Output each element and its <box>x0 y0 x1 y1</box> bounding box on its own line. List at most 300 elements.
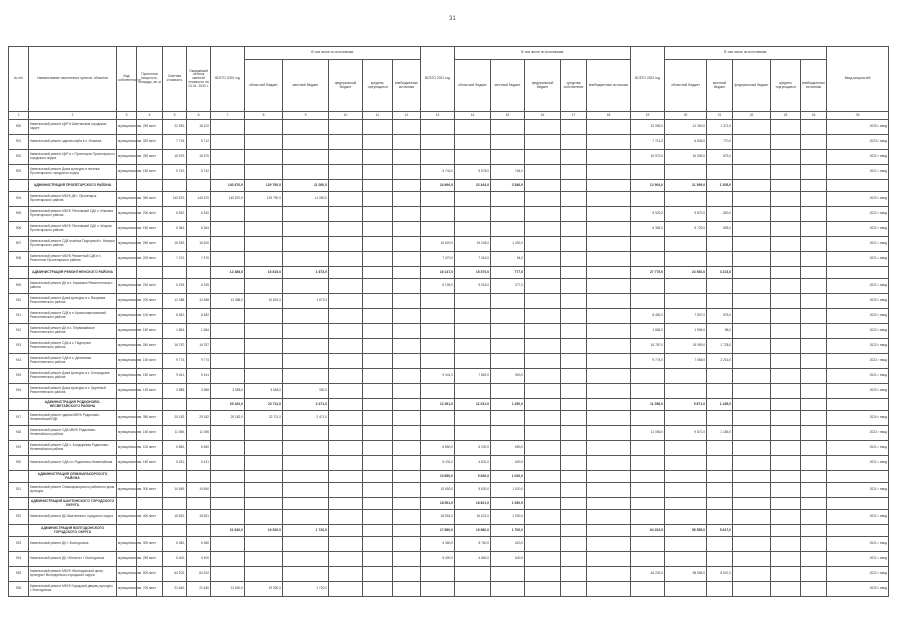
cell-cost: 7 715, <box>163 135 187 150</box>
cell-regional-2021: 5 918,0 <box>455 279 491 294</box>
header-name: Наименование населенных пунктов, объектов <box>29 47 117 112</box>
cell-own-2021 <box>561 192 587 207</box>
cell-local-2022: 770,0 <box>707 135 733 150</box>
cell-total-2022 <box>631 441 665 456</box>
cell-local-2022 <box>707 582 733 597</box>
cell-no <box>9 471 29 483</box>
cell-local-2020 <box>283 339 329 354</box>
cell-commissioning <box>827 525 889 537</box>
cell-federal-2020 <box>329 510 363 525</box>
section-row <box>9 267 889 279</box>
cell-regional-2022: 9 871,0 <box>665 399 707 411</box>
cell-capacity: 350 мест <box>137 192 163 207</box>
cell-extra-2021 <box>587 582 631 597</box>
cell-balance: 6 195 <box>187 279 211 294</box>
cell-local-2021: 2 546,0 <box>491 180 525 192</box>
cell-federal-2022 <box>733 120 771 135</box>
cell-credits-2020 <box>363 552 393 567</box>
cell-credits-2020 <box>363 411 393 426</box>
cell-extra-2020 <box>393 525 421 537</box>
cell-total-2022: 8 482,0 <box>631 309 665 324</box>
header-total-2021: ВСЕГО 2021 год <box>421 47 455 112</box>
column-number: 4 <box>137 112 163 120</box>
cell-extra-2022 <box>801 582 827 597</box>
cell-empty <box>163 525 187 537</box>
cell-total-2022 <box>631 510 665 525</box>
cell-object-name: Капитальный ремонт МБУК Городской дворец культуры г. Волгодонска <box>29 582 117 597</box>
cell-local-2022 <box>707 192 733 207</box>
header-local-2022: местный бюджет <box>707 60 733 112</box>
cell-extra-2022 <box>801 552 827 567</box>
table-row <box>9 252 889 267</box>
cell-balance: 64 202 <box>187 567 211 582</box>
cell-capacity: 220 мест <box>137 279 163 294</box>
cell-extra-2020 <box>393 510 421 525</box>
cell-own-2021 <box>561 525 587 537</box>
table-row <box>9 237 889 252</box>
cell-balance: 25 182 <box>187 411 211 426</box>
cell-total-2020 <box>211 324 245 339</box>
cell-extra-2020 <box>393 354 421 369</box>
cell-total-2020: 25 182,0 <box>211 411 245 426</box>
cell-extra-2020 <box>393 222 421 237</box>
cell-federal-2020 <box>329 411 363 426</box>
cell-local-2021 <box>491 339 525 354</box>
cell-extra-2021 <box>587 354 631 369</box>
table-row <box>9 294 889 309</box>
cell-federal-2021 <box>525 411 561 426</box>
cell-local-2021: 764,0 <box>491 165 525 180</box>
cell-local-2022: 1 305,0 <box>707 180 733 192</box>
cell-extra-2021 <box>587 411 631 426</box>
cell-balance: 10 650 <box>187 483 211 498</box>
cell-regional-2021 <box>455 354 491 369</box>
section-title: АДМИНИСТРАЦИЯ РОДИОНОВО-НЕСВЕТАЙСКОГО РАЙОНА <box>29 399 117 411</box>
cell-kind: муниципальная <box>117 294 137 309</box>
cell-object-name: Капитальный ремонт СДК в п. Краснопартизанский Ремонтненского района <box>29 309 117 324</box>
cell-credits-2020 <box>363 369 393 384</box>
cell-object-name: Капитальный ремонт Дома культуры в х. Кручёный Ремонтненского района <box>29 384 117 399</box>
cell-federal-2021 <box>525 309 561 324</box>
cell-local-2022: 1 185,0 <box>707 399 733 411</box>
cell-object-name: Капитальный ремонт ДК в с. Первомайское Ремонтненского района <box>29 324 117 339</box>
cell-capacity: 150 мест <box>137 222 163 237</box>
cell-regional-2022: 7 558,0 <box>665 354 707 369</box>
cell-local-2020 <box>283 309 329 324</box>
cell-federal-2020 <box>329 180 363 192</box>
cell-total-2021 <box>421 339 455 354</box>
cell-federal-2022 <box>733 267 771 279</box>
column-number: 9 <box>283 112 329 120</box>
cell-total-2021: 5 431,0 <box>421 456 455 471</box>
cell-federal-2022 <box>733 150 771 165</box>
cell-credits-2020 <box>363 324 393 339</box>
cell-extra-2020 <box>393 135 421 150</box>
cell-federal-2021 <box>525 369 561 384</box>
table-row <box>9 309 889 324</box>
cell-regional-2021 <box>455 411 491 426</box>
cell-extra-2021 <box>587 537 631 552</box>
cell-federal-2021 <box>525 207 561 222</box>
cell-regional-2020 <box>245 456 283 471</box>
cell-extra-2022 <box>801 384 827 399</box>
cell-local-2020: 2 471,0 <box>283 399 329 411</box>
cell-regional-2020 <box>245 471 283 483</box>
cell-commissioning: 2021 г. ввод <box>827 369 889 384</box>
section-row <box>9 525 889 537</box>
cell-local-2021 <box>491 324 525 339</box>
cell-total-2020 <box>211 339 245 354</box>
cell-capacity: 320 мест <box>137 135 163 150</box>
cell-extra-2020 <box>393 441 421 456</box>
cell-extra-2021 <box>587 165 631 180</box>
cell-commissioning <box>827 399 889 411</box>
cell-local-2021: 650,0 <box>491 441 525 456</box>
cell-extra-2022 <box>801 411 827 426</box>
cell-federal-2020 <box>329 222 363 237</box>
cell-credits-2020 <box>363 537 393 552</box>
cell-extra-2022 <box>801 180 827 192</box>
cell-own-2021 <box>561 399 587 411</box>
cell-kind: муниципальная <box>117 324 137 339</box>
cell-regional-2022: 6 845,0 <box>665 135 707 150</box>
cell-cost: 64 202, <box>163 567 187 582</box>
cell-federal-2022 <box>733 192 771 207</box>
cell-credits-2020 <box>363 525 393 537</box>
cell-extra-2021 <box>587 483 631 498</box>
cell-regional-2020: 129 790,0 <box>245 180 283 192</box>
cell-federal-2020 <box>329 369 363 384</box>
cell-regional-2021: 16 621,0 <box>455 498 491 510</box>
cell-local-2020 <box>283 426 329 441</box>
cell-local-2022 <box>707 279 733 294</box>
cell-no: 901 <box>9 135 29 150</box>
table-body <box>9 120 889 597</box>
cell-balance: 6 380 <box>187 537 211 552</box>
cell-local-2021: 540,0 <box>491 552 525 567</box>
cell-no: 905 <box>9 207 29 222</box>
cell-local-2022 <box>707 165 733 180</box>
cell-regional-2020 <box>245 324 283 339</box>
header-federal-2022: федеральный бюджет <box>733 60 771 112</box>
cell-credits-2020 <box>363 384 393 399</box>
cell-empty <box>163 180 187 192</box>
cell-total-2020 <box>211 354 245 369</box>
cell-balance: 18 102 <box>187 120 211 135</box>
cell-total-2021: 16 520,0 <box>421 237 455 252</box>
cell-kind: муниципальная <box>117 537 137 552</box>
cell-kind: муниципальная <box>117 120 137 135</box>
cell-balance: 18 551 <box>187 510 211 525</box>
cell-extra-2020 <box>393 384 421 399</box>
cell-total-2021: 17 680,0 <box>421 525 455 537</box>
cell-local-2020 <box>283 552 329 567</box>
cell-local-2021 <box>491 426 525 441</box>
cell-commissioning: 2022 г. ввод <box>827 222 889 237</box>
cell-balance: 5 712 <box>187 135 211 150</box>
header-ratio: Ввод мощностей <box>827 47 889 112</box>
cell-own-2021 <box>561 582 587 597</box>
cell-federal-2022 <box>733 483 771 498</box>
cell-regional-2020 <box>245 339 283 354</box>
cell-total-2020 <box>211 150 245 165</box>
cell-regional-2020 <box>245 441 283 456</box>
cell-local-2020 <box>283 135 329 150</box>
cell-cost: 16 787, <box>163 339 187 354</box>
cell-empty <box>137 399 163 411</box>
cell-local-2020 <box>283 207 329 222</box>
cell-contractors-2022 <box>771 537 801 552</box>
header-regional-2022: областной бюджет <box>665 60 707 112</box>
cell-local-2021 <box>491 294 525 309</box>
cell-regional-2020: 22 711,0 <box>245 411 283 426</box>
cell-commissioning: 2020 г. ввод <box>827 294 889 309</box>
cell-regional-2021 <box>455 135 491 150</box>
cell-extra-2022 <box>801 294 827 309</box>
cell-contractors-2022 <box>771 411 801 426</box>
cell-balance: 5 400 <box>187 552 211 567</box>
cell-federal-2021 <box>525 222 561 237</box>
cell-own-2021 <box>561 135 587 150</box>
cell-regional-2020: 3 658,0 <box>245 384 283 399</box>
cell-contractors-2022 <box>771 441 801 456</box>
cell-empty <box>117 525 137 537</box>
cell-commissioning: 2022 г. ввод <box>827 150 889 165</box>
column-number: 6 <box>187 112 211 120</box>
cell-extra-2021 <box>587 207 631 222</box>
cell-regional-2021: 7 416,0 <box>455 252 491 267</box>
cell-contractors-2022 <box>771 192 801 207</box>
cell-extra-2020 <box>393 552 421 567</box>
cell-total-2020 <box>211 552 245 567</box>
cell-object-name: Капитальный ремонт здания клуба в х. Ильинка <box>29 135 117 150</box>
cell-total-2020 <box>211 537 245 552</box>
cell-extra-2022 <box>801 150 827 165</box>
cell-regional-2021 <box>455 207 491 222</box>
cell-no <box>9 267 29 279</box>
cell-no <box>9 180 29 192</box>
cell-extra-2020 <box>393 207 421 222</box>
header-own-2021: средства собственные <box>561 60 587 112</box>
cell-contractors-2022 <box>771 150 801 165</box>
cell-extra-2020 <box>393 309 421 324</box>
cell-total-2022 <box>631 411 665 426</box>
cell-extra-2020 <box>393 456 421 471</box>
cell-total-2020 <box>211 510 245 525</box>
cell-total-2022: 6 384,0 <box>631 222 665 237</box>
cell-extra-2020 <box>393 582 421 597</box>
cell-total-2021: 18 551,0 <box>421 510 455 525</box>
cell-federal-2020 <box>329 120 363 135</box>
cell-total-2022 <box>631 279 665 294</box>
cell-commissioning: 2022 г. ввод <box>827 207 889 222</box>
cell-extra-2022 <box>801 135 827 150</box>
cell-extra-2022 <box>801 324 827 339</box>
cell-federal-2022 <box>733 582 771 597</box>
cell-own-2021 <box>561 537 587 552</box>
cell-credits-2020 <box>363 252 393 267</box>
cell-federal-2022 <box>733 525 771 537</box>
cell-object-name: Капитальный ремонт здания МБУК Родионово-Несветайский РДК <box>29 411 117 426</box>
header-extra-2020: внебюджетные источники <box>393 60 421 112</box>
cell-federal-2021 <box>525 324 561 339</box>
cell-total-2020 <box>211 237 245 252</box>
cell-regional-2020 <box>245 426 283 441</box>
cell-local-2022 <box>707 252 733 267</box>
cell-total-2021 <box>421 582 455 597</box>
cell-extra-2020 <box>393 369 421 384</box>
cell-regional-2022: 58 555,0 <box>665 525 707 537</box>
cell-no: 925 <box>9 567 29 582</box>
investment-table <box>8 46 889 597</box>
cell-kind: муниципальная <box>117 441 137 456</box>
cell-federal-2021 <box>525 192 561 207</box>
cell-commissioning: 2022 г. ввод <box>827 354 889 369</box>
cell-local-2020 <box>283 279 329 294</box>
cell-regional-2022 <box>665 471 707 483</box>
table-row <box>9 552 889 567</box>
cell-balance: 12 488 <box>187 294 211 309</box>
section-row <box>9 498 889 510</box>
cell-federal-2020 <box>329 237 363 252</box>
cell-own-2021 <box>561 294 587 309</box>
cell-federal-2020 <box>329 483 363 498</box>
cell-extra-2022 <box>801 537 827 552</box>
cell-regional-2020: 10 815,0 <box>245 267 283 279</box>
cell-object-name: Капитальный ремонт СДК в с. Подгорное Ремонтненского района <box>29 339 117 354</box>
cell-local-2020 <box>283 441 329 456</box>
cell-kind: муниципальная <box>117 582 137 597</box>
cell-cost: 9 774, <box>163 354 187 369</box>
cell-local-2021: 1 930,0 <box>491 510 525 525</box>
header-contractors-2022: кредиты торгующиеся <box>771 60 801 112</box>
header-total-2020: ВСЕГО 2020 год <box>211 47 245 112</box>
cell-local-2022 <box>707 498 733 510</box>
cell-federal-2022 <box>733 471 771 483</box>
cell-regional-2021: 4 860,0 <box>455 552 491 567</box>
cell-extra-2022 <box>801 399 827 411</box>
cell-object-name: Капитальный ремонт МБУК Ремонтный СДК в х. Ремонтное Пролетарского района <box>29 252 117 267</box>
cell-kind: муниципальная <box>117 237 137 252</box>
cell-regional-2021 <box>455 150 491 165</box>
cell-contractors-2022 <box>771 252 801 267</box>
cell-balance: 16 970 <box>187 150 211 165</box>
cell-extra-2022 <box>801 252 827 267</box>
table-row <box>9 192 889 207</box>
cell-regional-2022 <box>665 294 707 309</box>
cell-credits-2020 <box>363 510 393 525</box>
cell-empty <box>117 267 137 279</box>
cell-no: 913 <box>9 339 29 354</box>
cell-extra-2021 <box>587 180 631 192</box>
cell-total-2022: 27 775,0 <box>631 267 665 279</box>
cell-federal-2021 <box>525 552 561 567</box>
cell-capacity: 150 мест <box>137 369 163 384</box>
cell-contractors-2022 <box>771 498 801 510</box>
cell-commissioning: 2020 г. ввод <box>827 384 889 399</box>
cell-regional-2022: 9 871,0 <box>665 426 707 441</box>
cell-no: 920 <box>9 456 29 471</box>
cell-federal-2022 <box>733 354 771 369</box>
header-column-numbers <box>9 112 889 120</box>
cell-federal-2022 <box>733 552 771 567</box>
cell-total-2022: 12 904,0 <box>631 180 665 192</box>
cell-local-2021: 1 020,0 <box>491 483 525 498</box>
cell-capacity: 100 мест <box>137 309 163 324</box>
section-title: АДМИНИСТРАЦИЯ РЕМОНТНЕНСКОГО РАЙОНА <box>29 267 117 279</box>
cell-total-2021 <box>421 222 455 237</box>
cell-empty <box>137 180 163 192</box>
cell-kind: муниципальная <box>117 150 137 165</box>
cell-extra-2022 <box>801 426 827 441</box>
cell-contractors-2022 <box>771 165 801 180</box>
cell-object-name: Капитальный ремонт СДК МБУК Родионово-Несветайского района <box>29 426 117 441</box>
cell-federal-2020 <box>329 309 363 324</box>
cell-own-2021 <box>561 441 587 456</box>
cell-regional-2022 <box>665 192 707 207</box>
cell-federal-2020 <box>329 354 363 369</box>
cell-kind: муниципальная <box>117 165 137 180</box>
cell-extra-2020 <box>393 483 421 498</box>
cell-extra-2020 <box>393 399 421 411</box>
cell-federal-2021 <box>525 456 561 471</box>
cell-total-2022 <box>631 384 665 399</box>
cell-federal-2022 <box>733 309 771 324</box>
cell-total-2021 <box>421 192 455 207</box>
cell-local-2020: 330,0 <box>283 384 329 399</box>
cell-extra-2021 <box>587 252 631 267</box>
cell-total-2021: 5 400,0 <box>421 552 455 567</box>
cell-local-2020 <box>283 369 329 384</box>
cell-kind: муниципальная <box>117 279 137 294</box>
cell-kind: муниципальная <box>117 339 137 354</box>
cell-balance: 6 850 <box>187 441 211 456</box>
cell-federal-2020 <box>329 582 363 597</box>
cell-federal-2022 <box>733 567 771 582</box>
cell-own-2021 <box>561 252 587 267</box>
cell-object-name: Капитальный ремонт МБУК «Волгодонской центр культуры» Волгодонского городского округа <box>29 567 117 582</box>
cell-regional-2020 <box>245 369 283 384</box>
cell-extra-2022 <box>801 165 827 180</box>
cell-empty <box>187 180 211 192</box>
cell-commissioning: 2022 г. ввод <box>827 324 889 339</box>
cell-credits-2020 <box>363 471 393 483</box>
cell-total-2021 <box>421 354 455 369</box>
cell-object-name: Капитальный ремонт СДК сл. Родионово-Несветайская <box>29 456 117 471</box>
cell-federal-2021 <box>525 267 561 279</box>
cell-commissioning: 2022 г. ввод <box>827 309 889 324</box>
cell-empty <box>117 180 137 192</box>
cell-total-2021 <box>421 426 455 441</box>
cell-object-name: Капитальный ремонт ДК Шахтинского городского округа <box>29 510 117 525</box>
cell-regional-2020 <box>245 552 283 567</box>
cell-total-2021 <box>421 309 455 324</box>
table-row <box>9 165 889 180</box>
cell-federal-2020 <box>329 441 363 456</box>
cell-balance: 21 640 <box>187 582 211 597</box>
cell-extra-2020 <box>393 237 421 252</box>
cell-contractors-2022 <box>771 471 801 483</box>
column-number: 20 <box>665 112 707 120</box>
cell-local-2022 <box>707 441 733 456</box>
cell-local-2021: 1 250,0 <box>491 399 525 411</box>
column-number: 7 <box>211 112 245 120</box>
header-local-2020: местный бюджет <box>283 60 329 112</box>
cell-federal-2021 <box>525 120 561 135</box>
cell-regional-2022: 11 599,0 <box>665 180 707 192</box>
cell-federal-2020 <box>329 537 363 552</box>
cell-total-2021: 24 990,0 <box>421 180 455 192</box>
